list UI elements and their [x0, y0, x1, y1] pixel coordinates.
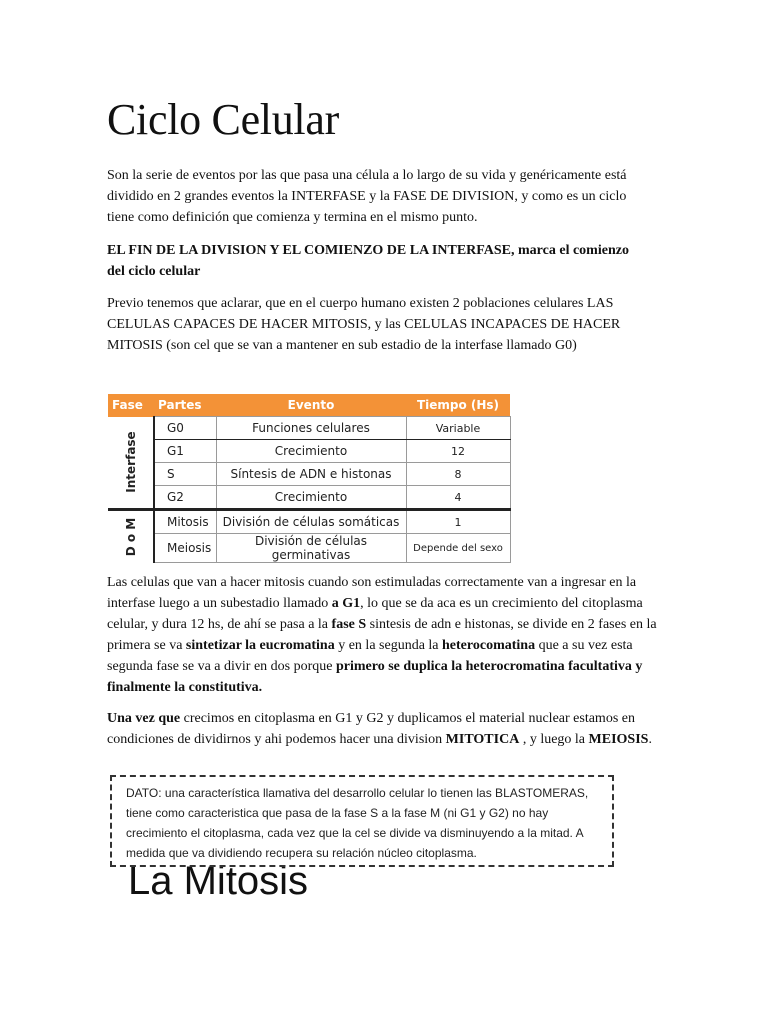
table-cell-event: División de células germinativas — [216, 534, 406, 563]
table-row — [108, 463, 510, 486]
text-run: Las celulas que van a hacer mitosis cuando son estimuladas correctamente van a ingresar en la interfase luego a un subestadio llamado — [107, 575, 637, 611]
text-run: . — [648, 732, 652, 747]
table-cell-part: S — [154, 463, 216, 486]
table-cell-event: División de células somáticas — [216, 510, 406, 534]
bold-run: fase S — [331, 617, 367, 632]
dato-text: DATO: una característica llamativa del desarrollo celular lo tienen las BLASTOMERAS, tiene como caracteristica que pasa de la fase S a la fase M (ni G1 y G2) no hay crecimiento el citoplasma, cada vez que la cel se divide va disminuyendo a la mitad. A medida que va dividiendo recupera su relación núcleo citoplasma. — [126, 786, 589, 860]
mitosis-heading: La Mitosis — [128, 859, 309, 903]
table-cell-part: Meiosis — [154, 534, 216, 563]
table-cell-time: 12 — [406, 440, 510, 463]
group-division — [108, 510, 154, 563]
header-fase: Fase — [108, 394, 154, 417]
table-cell-part: G2 — [154, 486, 216, 510]
table-cell-time: 1 — [406, 510, 510, 534]
table-cell-event: Crecimiento — [216, 440, 406, 463]
bold-run: heterocomatina — [442, 638, 536, 653]
table-header-row — [108, 394, 510, 417]
bold-statement: EL FIN DE LA DIVISION Y EL COMIENZO DE LA INTERFASE, marca el comienzo del ciclo celular — [107, 243, 629, 279]
mitosis-phases-paragraph — [107, 572, 667, 698]
table-cell-part: G1 — [154, 440, 216, 463]
bold-run: a G1 — [331, 596, 361, 611]
populations-paragraph: Previo tenemos que aclarar, que en el cuerpo humano existen 2 poblaciones celulares LAS CELULAS CAPACES DE HACER MITOSIS, y las CELULAS INCAPACES DE HACER MITOSIS (son cel que se van a mantener en sub estadio de la interfase llamado G0) — [107, 296, 621, 353]
group-interfase — [108, 417, 154, 510]
group-label: Interfase — [123, 431, 138, 493]
table-cell-part: Mitosis — [154, 510, 216, 534]
table-cell-event: Funciones celulares — [216, 417, 406, 440]
table-row — [108, 440, 510, 463]
group-label: D o M — [123, 517, 138, 557]
cell-cycle-table — [108, 394, 511, 563]
header-evento: Evento — [216, 394, 406, 417]
text-run: y en la segunda la — [334, 638, 443, 653]
intro-paragraph: Son la serie de eventos por las que pasa una célula a lo largo de su vida y genéricamente está dividido en 2 grandes eventos la INTERFASE y la FASE DE DIVISION, y como es un ciclo tiene como definición que comienza y termina en el mismo punto. — [107, 168, 627, 225]
header-partes: Partes — [154, 394, 216, 417]
table-row — [108, 486, 510, 510]
table-row — [108, 534, 510, 563]
division-paragraph — [107, 708, 667, 750]
text-run: , lo que se da aca es un crecimiento del citoplasma celular, y dura 12 hs, de ahí se pasa a la — [107, 596, 643, 632]
table-cell-event: Síntesis de ADN e histonas — [216, 463, 406, 486]
bold-run: MEIOSIS — [588, 732, 649, 747]
table-row — [108, 510, 510, 534]
bold-run: MITOTICA — [445, 732, 520, 747]
header-tiempo: Tiempo (Hs) — [406, 394, 510, 417]
table-cell-time: Variable — [406, 417, 510, 440]
bold-run: primero se duplica la heterocromatina facultativa y finalmente la constitutiva. — [107, 659, 643, 695]
table-cell-part: G0 — [154, 417, 216, 440]
bold-run: Una vez que — [107, 711, 181, 726]
page-title: Ciclo Celular — [107, 95, 339, 144]
table-cell-time: Depende del sexo — [406, 534, 510, 563]
table-cell-time: 4 — [406, 486, 510, 510]
dato-callout-box — [110, 775, 614, 867]
text-run: sintesis de adn e histonas, se divide en 2 fases en la primera se va — [107, 617, 657, 653]
table-cell-time: 8 — [406, 463, 510, 486]
text-run: , y luego la — [519, 732, 589, 747]
table-row — [108, 417, 510, 440]
table-cell-event: Crecimiento — [216, 486, 406, 510]
text-run: que a su vez esta segunda fase se va a divir en dos porque — [107, 638, 633, 674]
bold-run: sintetizar la eucromatina — [185, 638, 335, 653]
text-run: crecimos en citoplasma en G1 y G2 y duplicamos el material nuclear estamos en condiciones de dividirnos y ahi podemos hacer una division — [107, 711, 635, 747]
